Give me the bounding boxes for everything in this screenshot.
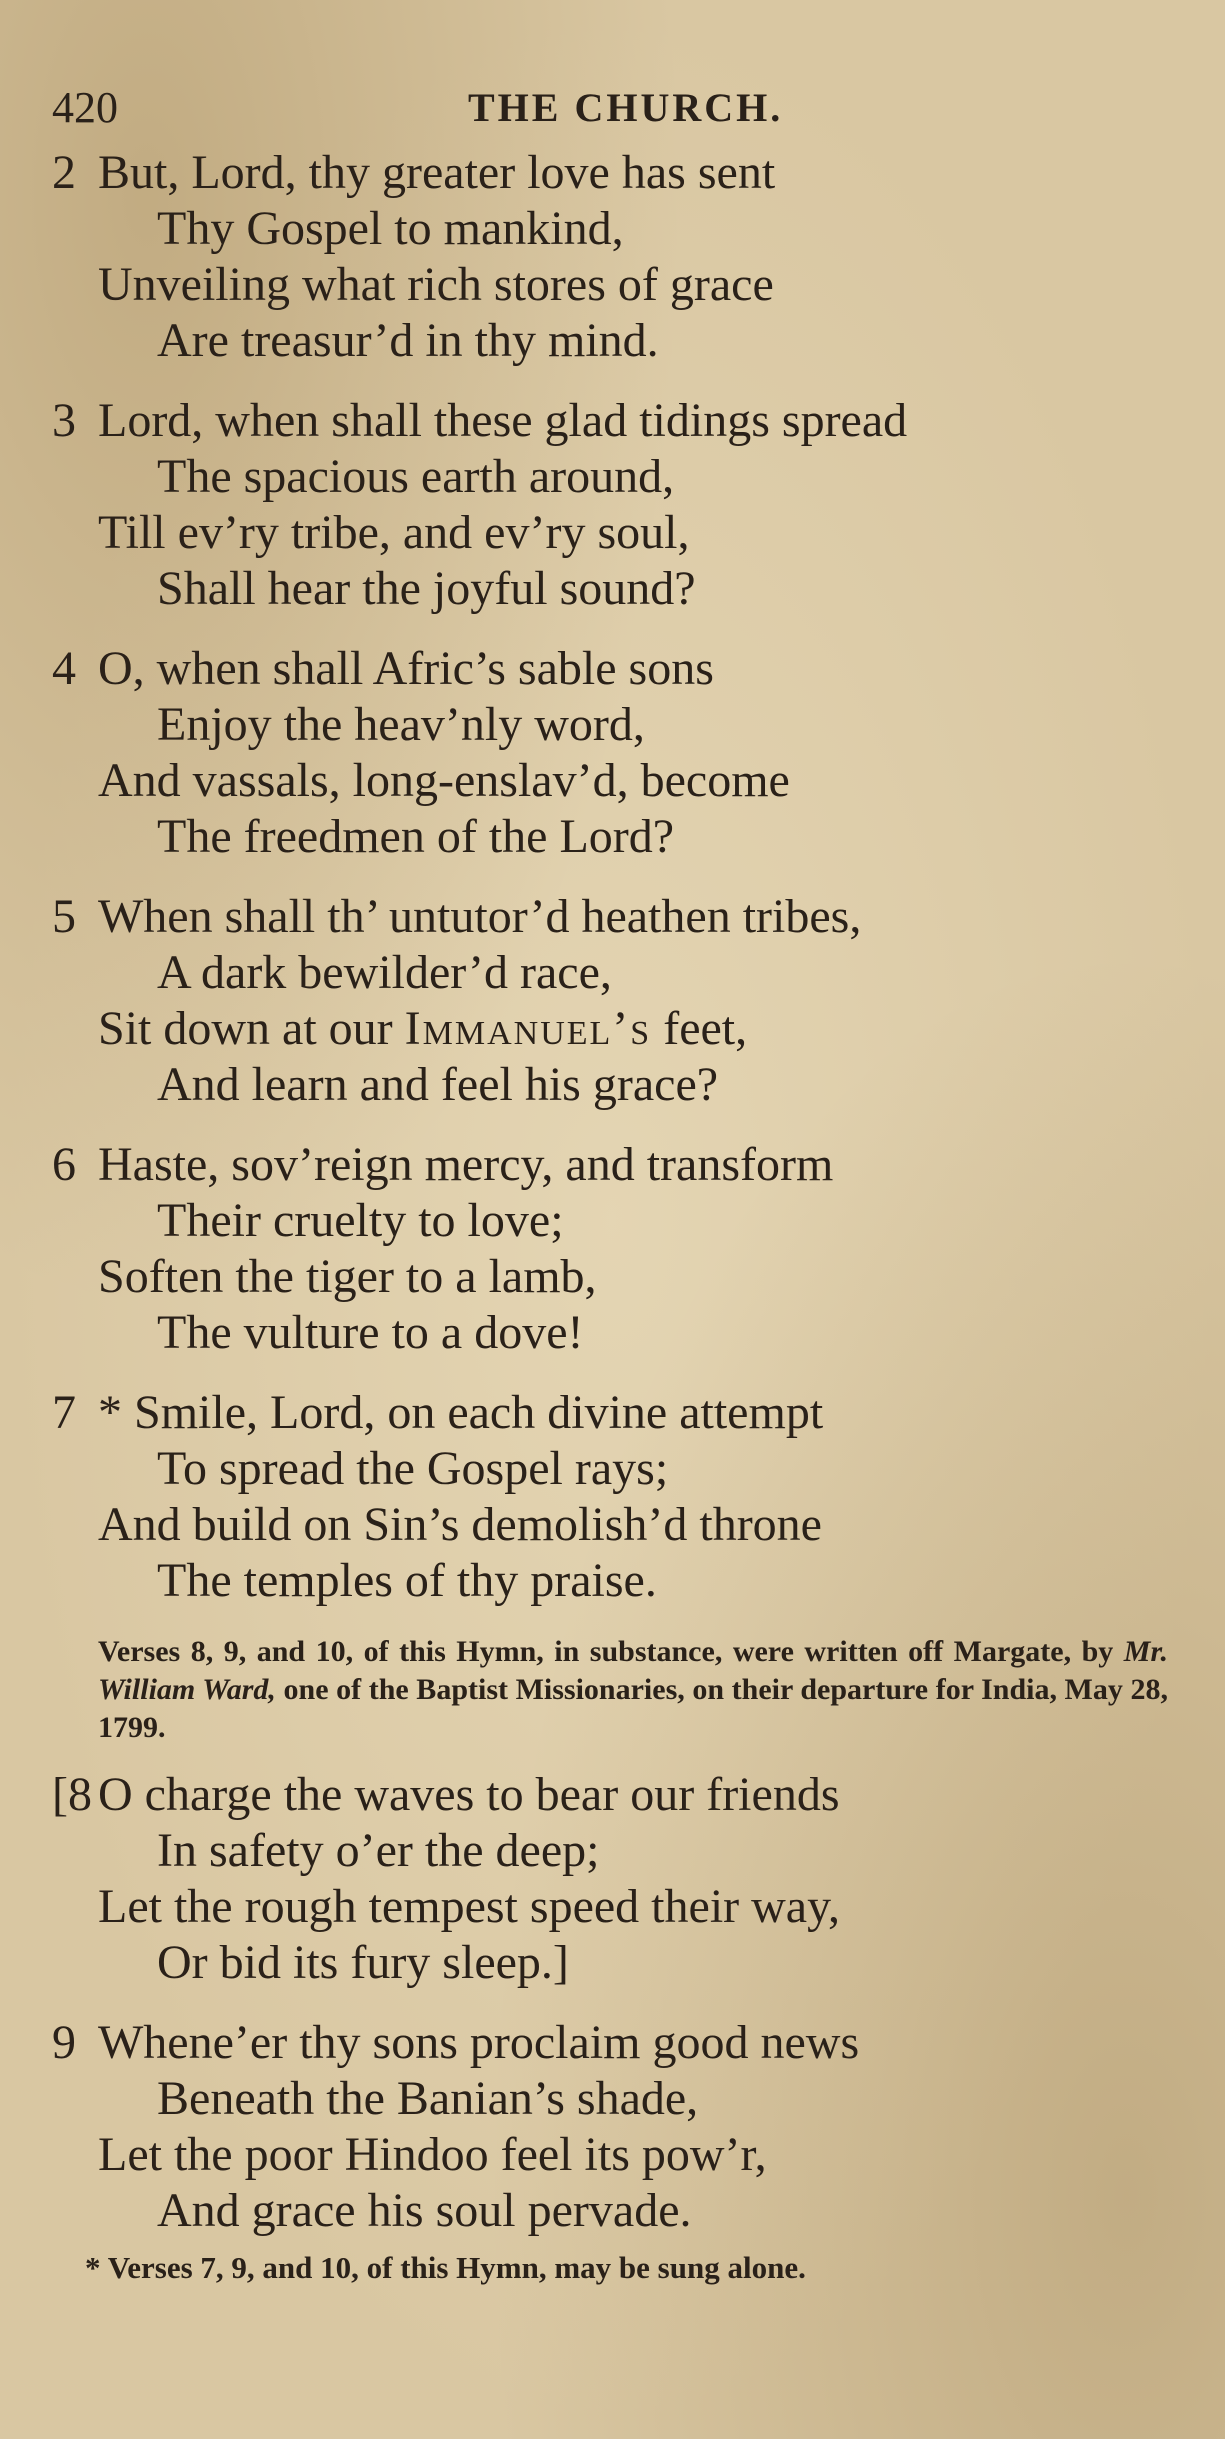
stanza-line bbox=[52, 641, 1182, 697]
stanza-line: To spread the Gospel rays; bbox=[157, 1442, 669, 1495]
note-author: Mr. William Ward, bbox=[98, 1635, 1168, 1706]
stanza-line bbox=[52, 393, 1182, 449]
line-text: feet, bbox=[651, 1002, 748, 1055]
stanza-line bbox=[52, 1001, 1182, 1057]
stanza-6 bbox=[52, 1137, 1182, 1361]
stanza-line: Their cruelty to love; bbox=[157, 1194, 564, 1247]
editorial-note bbox=[52, 1633, 1168, 1747]
line-text: Sit down at our bbox=[98, 1002, 405, 1055]
stanza-line bbox=[52, 145, 1182, 201]
line-text: When shall th’ untutor’d heathen tribes, bbox=[98, 890, 862, 943]
stanza-line: A dark bewilder’d race, bbox=[157, 946, 612, 999]
footnote: * Verses 7, 9, and 10, of this Hymn, may be sung alone. bbox=[85, 2250, 806, 2285]
stanza-line: And grace his soul pervade. bbox=[157, 2184, 692, 2237]
stanza-number: 6 bbox=[52, 1138, 76, 1191]
line-text: Haste, sov’reign mercy, and transform bbox=[98, 1138, 834, 1191]
stanza-line bbox=[52, 1767, 1182, 1823]
stanza-line bbox=[52, 1137, 1182, 1193]
stanza-line: The spacious earth around, bbox=[157, 450, 675, 503]
stanza-4 bbox=[52, 641, 1182, 865]
stanza-number: 7 bbox=[52, 1386, 76, 1439]
note-text: one of the Baptist Missionaries, on their departure for India, May 28, 1799. bbox=[98, 1673, 1168, 1744]
stanza-line: The temples of thy praise. bbox=[157, 1554, 657, 1607]
line-text: But, Lord, thy greater love has sent bbox=[98, 146, 776, 199]
stanza-line: And learn and feel his grace? bbox=[157, 1058, 719, 1111]
stanza-line: Are treasur’d in thy mind. bbox=[157, 314, 659, 367]
stanza-3 bbox=[52, 393, 1182, 617]
stanza-7 bbox=[52, 1385, 1182, 1609]
stanza-number: 5 bbox=[52, 890, 76, 943]
stanza-line: In safety o’er the deep; bbox=[157, 1824, 600, 1877]
page-number: 420 bbox=[52, 83, 118, 132]
stanza-line bbox=[52, 2015, 1182, 2071]
stanza-line: And vassals, long-enslav’d, become bbox=[98, 754, 790, 807]
stanza-line: Beneath the Banian’s shade, bbox=[157, 2072, 699, 2125]
stanza-line: Let the poor Hindoo feel its pow’r, bbox=[98, 2128, 767, 2181]
stanza-line: And build on Sin’s demolish’d throne bbox=[98, 1498, 822, 1551]
stanza-line bbox=[52, 1385, 1182, 1441]
stanza-number: 3 bbox=[52, 394, 76, 447]
stanza-number: 2 bbox=[52, 146, 76, 199]
stanza-number: [8 bbox=[52, 1768, 92, 1821]
stanza-line: Let the rough tempest speed their way, bbox=[98, 1880, 840, 1933]
stanza-line: Soften the tiger to a lamb, bbox=[98, 1250, 597, 1303]
running-head: THE CHURCH. bbox=[468, 85, 784, 130]
hymn-body bbox=[52, 145, 1182, 2263]
stanza-line: Shall hear the joyful sound? bbox=[157, 562, 696, 615]
stanza-2 bbox=[52, 145, 1182, 369]
stanza-line: The freedmen of the Lord? bbox=[157, 810, 675, 863]
stanza-line: Till ev’ry tribe, and ev’ry soul, bbox=[98, 506, 690, 559]
stanza-line: Thy Gospel to mankind, bbox=[157, 202, 624, 255]
line-text: O charge the waves to bear our friends bbox=[98, 1768, 840, 1821]
line-text: * Smile, Lord, on each divine attempt bbox=[98, 1386, 824, 1439]
stanza-line: Unveiling what rich stores of grace bbox=[98, 258, 774, 311]
name-immanuel: Immanuel’s bbox=[404, 1002, 652, 1055]
stanza-line: Enjoy the heav’nly word, bbox=[157, 698, 645, 751]
line-text: O, when shall Afric’s sable sons bbox=[98, 642, 714, 695]
page-header bbox=[52, 78, 1172, 138]
stanza-9 bbox=[52, 2015, 1182, 2239]
stanza-number: 9 bbox=[52, 2016, 76, 2069]
stanza-line bbox=[52, 889, 1182, 945]
stanza-5 bbox=[52, 889, 1182, 1113]
note-text: Verses 8, 9, and 10, of this Hymn, in substance, were written off Margate, by bbox=[98, 1635, 1124, 1668]
stanza-line: The vulture to a dove! bbox=[157, 1306, 584, 1359]
stanza-8 bbox=[52, 1767, 1182, 1991]
stanza-line: Or bid its fury sleep.] bbox=[157, 1936, 569, 1989]
line-text: Whene’er thy sons proclaim good news bbox=[98, 2016, 860, 2069]
stanza-number: 4 bbox=[52, 642, 76, 695]
line-text: Lord, when shall these glad tidings spread bbox=[98, 394, 908, 447]
